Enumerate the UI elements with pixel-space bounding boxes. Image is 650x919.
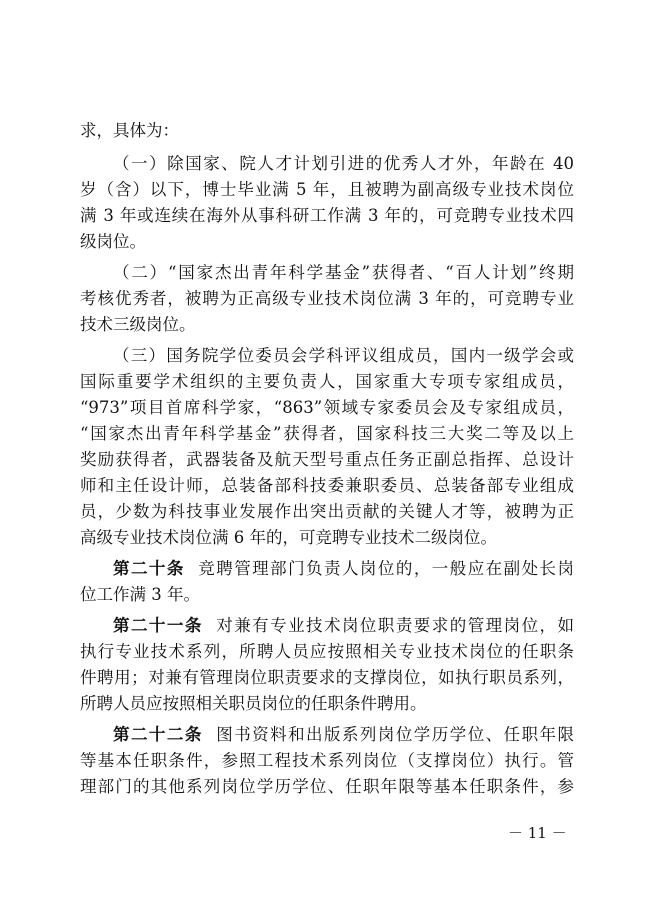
text-line: 高级专业技术岗位满 6 年的，可竞聘专业技术二级岗位。 <box>80 528 497 547</box>
article-text: 图书资料和出版系列岗位学历学位、任职年限 <box>216 725 575 744</box>
article-text: 对兼有专业技术岗位职责要求的管理岗位，如 <box>216 616 575 635</box>
text-line: 等基本任职条件，参照工程技术系列岗位（支撑岗位）执行。管 <box>80 751 574 770</box>
article-title: 第二十条 <box>113 559 185 578</box>
text-line: （一）除国家、院人才计划引进的优秀人才外，年龄在 40 <box>113 154 574 173</box>
page-number: － 11 － <box>508 824 567 842</box>
text-line: 技术三级岗位。 <box>80 315 196 334</box>
text-line: 位工作满 3 年。 <box>80 585 200 604</box>
text-line: 执行专业技术系列，所聘人员应按照相关专业技术岗位的任职条 <box>80 642 574 661</box>
text-line: 员，少数为科技事业发展作出突出贡献的关键人才等，被聘为正 <box>80 502 574 521</box>
text-line: （二）“国家杰出青年科学基金”获得者、“百人计划”终期 <box>113 263 574 282</box>
text-line: 级岗位。 <box>80 232 146 251</box>
text-line: 奖励获得者，武器装备及航天型号重点任务正副总指挥、总设计 <box>80 450 574 469</box>
text-line: “973”项目首席科学家，“863”领域专家委员会及专家组成员， <box>80 398 574 417</box>
article-title: 第二十一条 <box>113 616 203 635</box>
text-line: 理部门的其他系列岗位学历学位、任职年限等基本任职条件，参 <box>80 777 574 796</box>
text-line: （三）国务院学位委员会学科评议组成员，国内一级学会或 <box>113 346 574 365</box>
text-line: “国家杰出青年科学基金”获得者，国家科技三大奖二等及以上 <box>80 424 574 443</box>
article-20 <box>113 558 574 580</box>
text-line: 国际重要学术组织的主要负责人，国家重大专项专家组成员， <box>80 372 574 391</box>
article-22 <box>113 724 574 746</box>
article-title: 第二十二条 <box>113 725 203 744</box>
text-line: 岁（含）以下，博士毕业满 5 年，且被聘为副高级专业技术岗位 <box>80 180 574 199</box>
text-line: 师和主任设计师，总装备部科技委兼职委员、总装备部专业组成 <box>80 476 574 495</box>
article-text: 竞聘管理部门负责人岗位的，一般应在副处长岗 <box>198 559 575 578</box>
text-line: 件聘用；对兼有管理岗位职责要求的支撑岗位，如执行职员系列， <box>80 668 574 687</box>
text-line: 考核优秀者，被聘为正高级专业技术岗位满 3 年的，可竞聘专业 <box>80 289 574 308</box>
text-line: 所聘人员应按照相关职员岗位的任职条件聘用。 <box>80 694 427 713</box>
article-21 <box>113 615 574 637</box>
text-line: 求，具体为： <box>80 121 179 140</box>
text-line: 满 3 年或连续在海外从事科研工作满 3 年的，可竞聘专业技术四 <box>80 206 574 225</box>
